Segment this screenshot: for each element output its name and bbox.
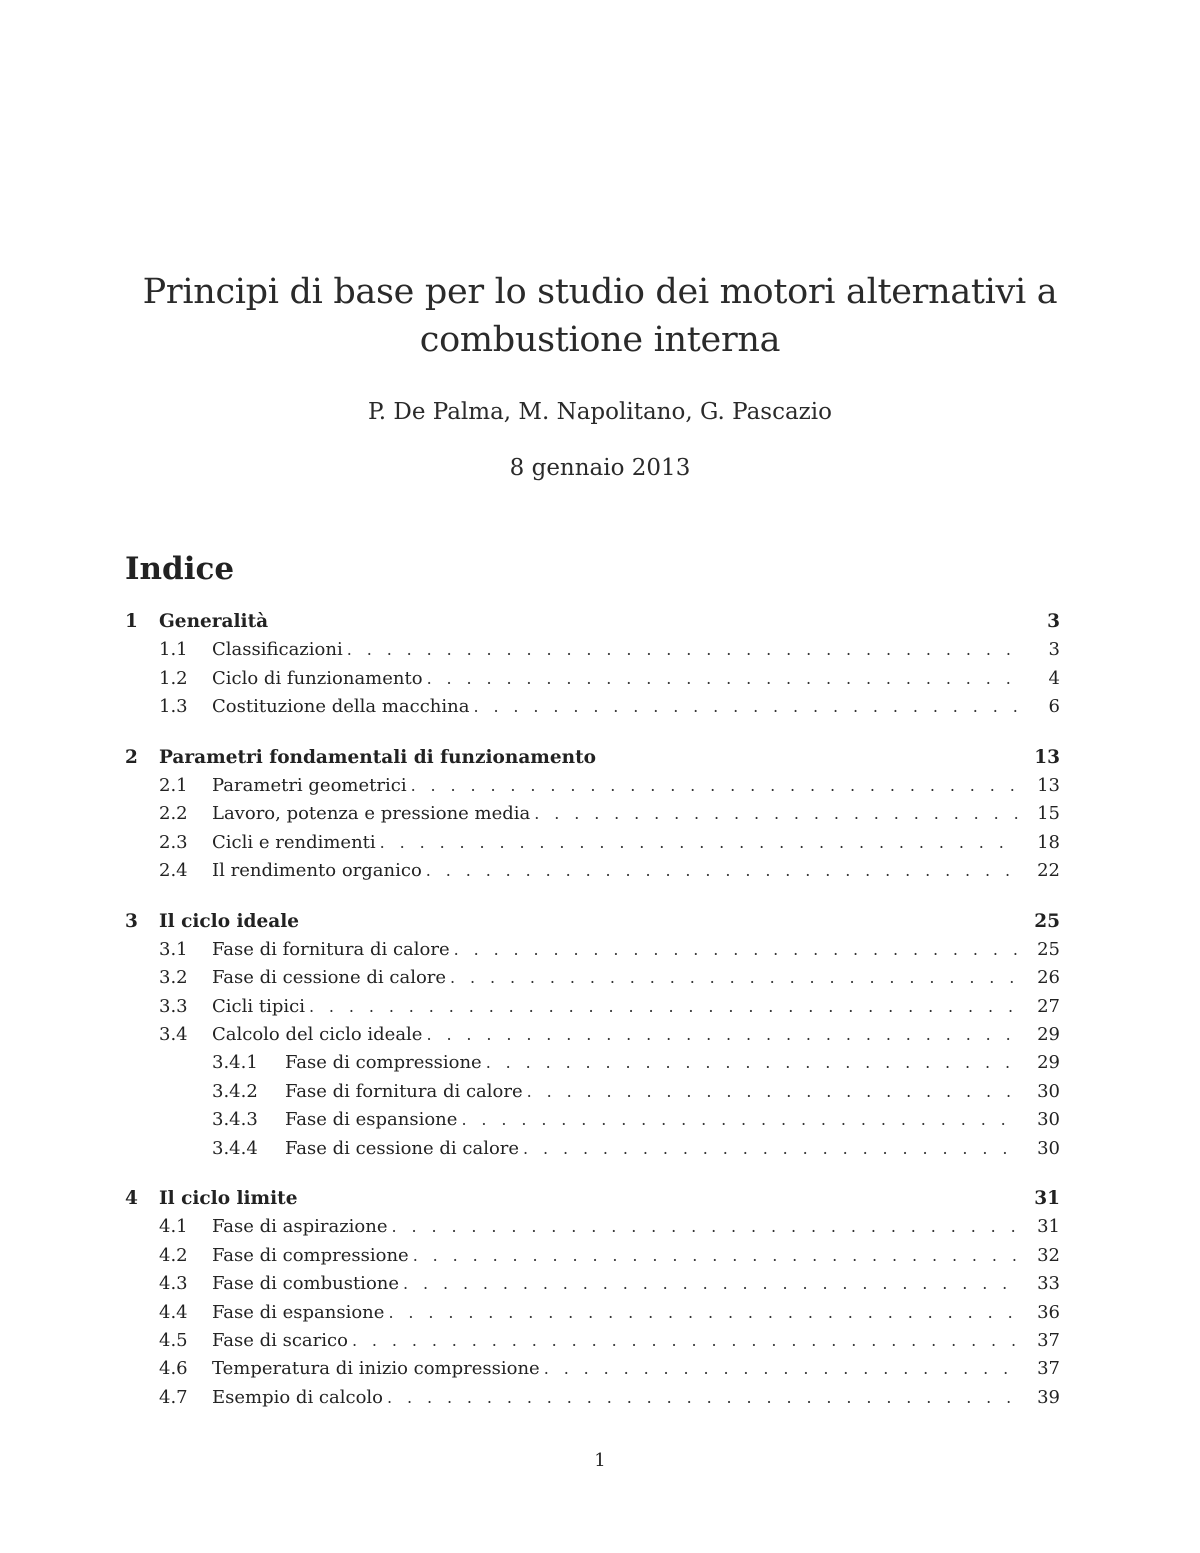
toc-entry-number: 3.2 <box>159 967 188 989</box>
toc-entry-number: 3.4 <box>159 1024 188 1046</box>
toc-heading: Indice <box>125 551 235 587</box>
toc-entry-number: 4.7 <box>159 1386 188 1408</box>
toc-entry-number: 4.1 <box>159 1216 188 1238</box>
toc-entry[interactable] <box>125 936 1060 964</box>
toc-entry-label: Parametri fondamentali di funzionamento <box>159 746 596 768</box>
toc-entry[interactable] <box>125 1355 1060 1383</box>
toc-entry-number: 4.2 <box>159 1244 188 1266</box>
toc-entry-page: 29 <box>1037 1052 1060 1074</box>
toc-entry-label: Parametri geometrici <box>212 774 407 796</box>
toc-entry-page: 27 <box>1037 995 1060 1017</box>
toc-entry-number: 3.4.4 <box>212 1137 258 1159</box>
toc-dot-leader <box>450 964 1020 992</box>
toc-dot-leader <box>454 936 1020 964</box>
toc-dot-leader <box>461 1106 1020 1134</box>
toc-dot-leader <box>473 693 1020 721</box>
toc-entry[interactable] <box>125 993 1060 1021</box>
toc-dot-leader <box>352 1327 1020 1355</box>
toc-entry[interactable] <box>125 693 1060 721</box>
toc-entry[interactable] <box>125 665 1060 693</box>
toc-dot-leader <box>527 1078 1020 1106</box>
toc-entry-label: Cicli e rendimenti <box>212 831 376 853</box>
toc-entry-label: Fase di espansione <box>212 1301 385 1323</box>
toc-entry-page: 30 <box>1037 1137 1060 1159</box>
toc-entry-number: 2.1 <box>159 774 188 796</box>
toc-entry-label: Temperatura di inizio compressione <box>212 1358 540 1380</box>
table-of-contents <box>125 608 1060 1412</box>
toc-entry-page: 6 <box>1048 696 1060 718</box>
toc-dot-leader <box>380 829 1020 857</box>
toc-entry-number: 1.3 <box>159 696 188 718</box>
toc-entry-label: Costituzione della macchina <box>212 696 470 718</box>
title-line-1: Principi di base per lo studio dei motori alternativi a <box>142 272 1058 312</box>
toc-entry[interactable] <box>125 608 1060 636</box>
toc-entry-page: 25 <box>1034 910 1060 932</box>
toc-entry[interactable] <box>125 1384 1060 1412</box>
toc-entry-page: 32 <box>1037 1244 1060 1266</box>
toc-entry[interactable] <box>125 1106 1060 1134</box>
toc-entry[interactable] <box>125 1049 1060 1077</box>
toc-entry[interactable] <box>125 1299 1060 1327</box>
toc-entry[interactable] <box>125 1270 1060 1298</box>
toc-dot-leader <box>544 1355 1020 1383</box>
toc-dot-leader <box>534 800 1020 828</box>
toc-dot-leader <box>413 1242 1020 1270</box>
toc-entry[interactable] <box>125 1185 1060 1213</box>
toc-entry-number: 3.4.1 <box>212 1052 258 1074</box>
page-number: 1 <box>594 1450 606 1471</box>
toc-entry-page: 39 <box>1037 1386 1060 1408</box>
toc-entry-label: Ciclo di funzionamento <box>212 667 423 689</box>
toc-dot-leader <box>309 993 1020 1021</box>
toc-entry-number: 3.4.2 <box>212 1080 258 1102</box>
toc-entry-number: 3 <box>125 910 138 932</box>
toc-entry-label: Fase di fornitura di calore <box>212 938 450 960</box>
toc-entry-label: Cicli tipici <box>212 995 305 1017</box>
toc-entry-label: Fase di fornitura di calore <box>285 1080 523 1102</box>
toc-entry[interactable] <box>125 744 1060 772</box>
toc-entry-number: 4.4 <box>159 1301 188 1323</box>
toc-entry-page: 4 <box>1048 667 1060 689</box>
toc-entry[interactable] <box>125 1242 1060 1270</box>
toc-dot-leader <box>426 857 1020 885</box>
toc-entry-label: Classificazioni <box>212 639 343 661</box>
toc-entry-page: 25 <box>1037 938 1060 960</box>
toc-entry[interactable] <box>125 636 1060 664</box>
toc-entry-page: 3 <box>1048 639 1060 661</box>
toc-entry[interactable] <box>125 964 1060 992</box>
toc-entry-number: 2.3 <box>159 831 188 853</box>
toc-dot-leader <box>403 1270 1020 1298</box>
toc-entry-page: 31 <box>1034 1188 1060 1210</box>
toc-entry-label: Generalità <box>159 611 269 632</box>
toc-entry-label: Il rendimento organico <box>212 860 422 882</box>
toc-entry-number: 3.1 <box>159 938 188 960</box>
toc-entry-number: 4.6 <box>159 1358 188 1380</box>
toc-entry-label: Lavoro, potenza e pressione media <box>212 803 531 825</box>
toc-dot-leader <box>486 1049 1020 1077</box>
toc-entry-label: Fase di espansione <box>285 1109 458 1131</box>
toc-entry[interactable] <box>125 1135 1060 1163</box>
toc-entry-page: 37 <box>1037 1329 1060 1351</box>
toc-dot-leader <box>426 1021 1020 1049</box>
toc-entry-page: 18 <box>1037 831 1060 853</box>
document-title <box>0 268 1200 364</box>
toc-entry-number: 2.4 <box>159 860 188 882</box>
toc-entry-page: 36 <box>1037 1301 1060 1323</box>
toc-entry-page: 37 <box>1037 1358 1060 1380</box>
toc-entry[interactable] <box>125 1078 1060 1106</box>
toc-entry[interactable] <box>125 829 1060 857</box>
toc-entry-label: Il ciclo ideale <box>159 910 300 932</box>
title-line-2: combustione interna <box>419 320 781 360</box>
toc-entry-page: 22 <box>1037 860 1060 882</box>
toc-dot-leader <box>347 636 1020 664</box>
toc-entry-number: 2.2 <box>159 803 188 825</box>
toc-entry-label: Fase di combustione <box>212 1273 400 1295</box>
toc-entry-number: 4 <box>125 1188 138 1210</box>
toc-entry-page: 30 <box>1037 1109 1060 1131</box>
toc-dot-leader <box>523 1135 1020 1163</box>
toc-dot-leader <box>388 1299 1020 1327</box>
document-authors: P. De Palma, M. Napolitano, G. Pascazio <box>367 399 833 425</box>
toc-entry-page: 26 <box>1037 967 1060 989</box>
toc-entry-label: Fase di cessione di calore <box>212 967 447 989</box>
toc-entry-label: Esempio di calcolo <box>212 1386 384 1408</box>
toc-entry-number: 3.3 <box>159 995 188 1017</box>
toc-entry-number: 3.4.3 <box>212 1109 258 1131</box>
toc-entry-number: 1.2 <box>159 667 188 689</box>
toc-entry-page: 29 <box>1037 1024 1060 1046</box>
toc-entry-label: Fase di compressione <box>212 1244 409 1266</box>
toc-entry[interactable] <box>125 772 1060 800</box>
toc-entry-number: 4.5 <box>159 1329 188 1351</box>
toc-dot-leader <box>427 665 1020 693</box>
toc-dot-leader <box>387 1384 1020 1412</box>
toc-entry[interactable] <box>125 1327 1060 1355</box>
toc-entry-page: 13 <box>1037 774 1060 796</box>
toc-entry[interactable] <box>125 800 1060 828</box>
toc-entry-label: Fase di scarico <box>212 1329 348 1351</box>
toc-dot-leader <box>392 1213 1020 1241</box>
toc-entry-label: Fase di aspirazione <box>212 1216 388 1238</box>
toc-entry-number: 1.1 <box>159 639 188 661</box>
toc-entry-number: 1 <box>125 611 138 632</box>
toc-entry[interactable] <box>125 908 1060 936</box>
toc-entry[interactable] <box>125 1213 1060 1241</box>
toc-entry-page: 15 <box>1037 803 1060 825</box>
toc-entry-page: 33 <box>1037 1273 1060 1295</box>
toc-entry-page: 31 <box>1037 1216 1060 1238</box>
toc-entry-page: 30 <box>1037 1080 1060 1102</box>
toc-entry-label: Il ciclo limite <box>159 1188 298 1210</box>
toc-entry-page: 3 <box>1047 611 1060 632</box>
toc-entry-label: Fase di cessione di calore <box>285 1137 520 1159</box>
toc-entry-label: Calcolo del ciclo ideale <box>212 1024 423 1046</box>
toc-entry-page: 13 <box>1034 746 1060 768</box>
toc-entry-label: Fase di compressione <box>285 1052 482 1074</box>
toc-entry-number: 2 <box>125 746 138 768</box>
toc-entry[interactable] <box>125 857 1060 885</box>
document-date: 8 gennaio 2013 <box>509 455 691 481</box>
toc-entry[interactable] <box>125 1021 1060 1049</box>
toc-entry-number: 4.3 <box>159 1273 188 1295</box>
toc-dot-leader <box>411 772 1020 800</box>
